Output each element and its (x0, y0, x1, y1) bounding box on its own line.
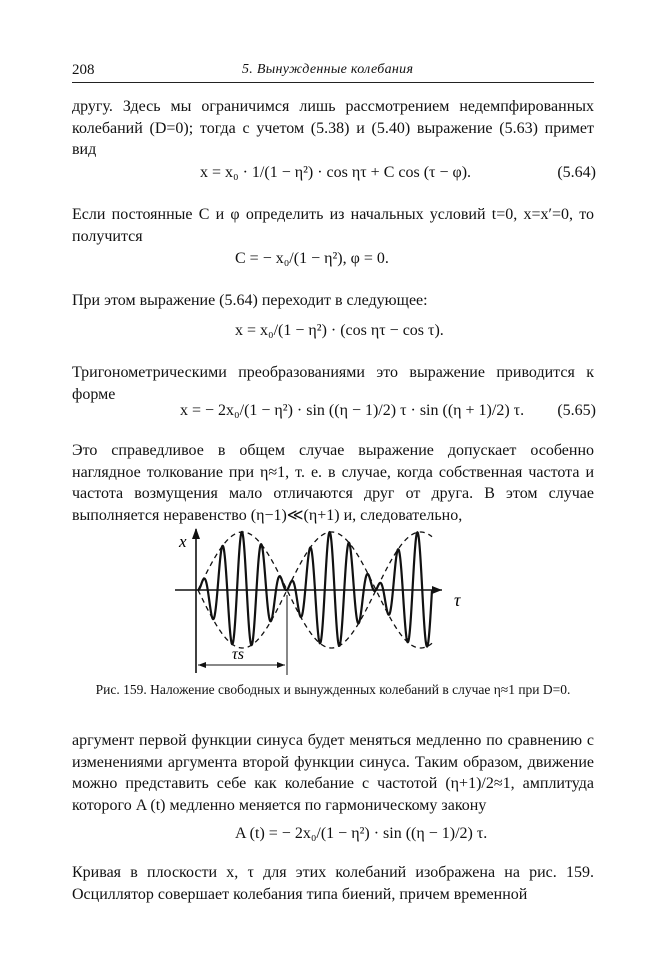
equation-number-5-65: (5.65) (557, 402, 596, 419)
chapter-title: 5. Вынужденные колебания (242, 62, 414, 77)
equation-amplitude: A (t) = − 2x₀/(1 − η²) · sin ((η − 1)/2) τ. (235, 825, 488, 842)
paragraph-3: При этом выражение (5.64) переходит в следующее: (72, 292, 428, 309)
beat-oscillation-figure (170, 525, 490, 677)
paragraph-7: Кривая в плоскости x, τ для этих колебаний изображена на рис. 159. Осциллятор совершает колебания типа биений, причем временной (72, 864, 594, 903)
paragraph-2: Если постоянные C и φ определить из начальных условий t=0, x=x′=0, то получится (72, 206, 594, 245)
page-header (72, 62, 594, 83)
paragraph-4: Тригонометрическими преобразованиями это выражение приводится к форме (72, 364, 594, 403)
page-number: 208 (72, 62, 95, 78)
equation-constants: C = − x₀/(1 − η²), φ = 0. (235, 250, 389, 267)
paragraph-6: аргумент первой функции синуса будет меняться медленно по сравнению с изменениями аргумента второй функции синуса. Таким образом, движение можно представить себе как колебание с частотой (η+1)/2≈1, амплитуда которого A (t) медленно меняется по гармоническому закону (72, 732, 594, 814)
tau-axis-arrow (432, 586, 442, 594)
period-arrow-right (277, 662, 285, 668)
equation-5-64: x = x₀ · 1/(1 − η²) · cos ητ + C cos (τ − φ). (200, 164, 472, 181)
period-arrow-left (198, 662, 206, 668)
period-label: τs (232, 646, 244, 663)
x-axis-label: x (179, 532, 187, 551)
paragraph-1: другу. Здесь мы ограничимся лишь рассмотрением недемпфированных колебаний (D=0); тогда с учетом (5.38) и (5.40) выражение (5.63) примет вид (72, 98, 594, 158)
equation-number-5-64: (5.64) (557, 164, 596, 181)
tau-axis-label: τ (454, 590, 461, 610)
equation-difference: x = x₀/(1 − η²) · (cos ητ − cos τ). (235, 322, 444, 339)
paragraph-5: Это справедливое в общем случае выражение допускает особенно наглядное толкование при η≈1, т. е. в случае, когда собственная частота и частота возмущения мало отличаются друг от друга. В этом случае выполняется неравенство (η−1)≪(η+1) и, следовательно, (72, 442, 594, 524)
figure-caption: Рис. 159. Наложение свободных и вынужденных колебаний в случае η≈1 при D=0. (95, 682, 571, 697)
x-axis-arrow (192, 528, 200, 539)
equation-5-65: x = − 2x₀/(1 − η²) · sin ((η − 1)/2) τ · sin ((η + 1)/2) τ. (180, 402, 525, 419)
